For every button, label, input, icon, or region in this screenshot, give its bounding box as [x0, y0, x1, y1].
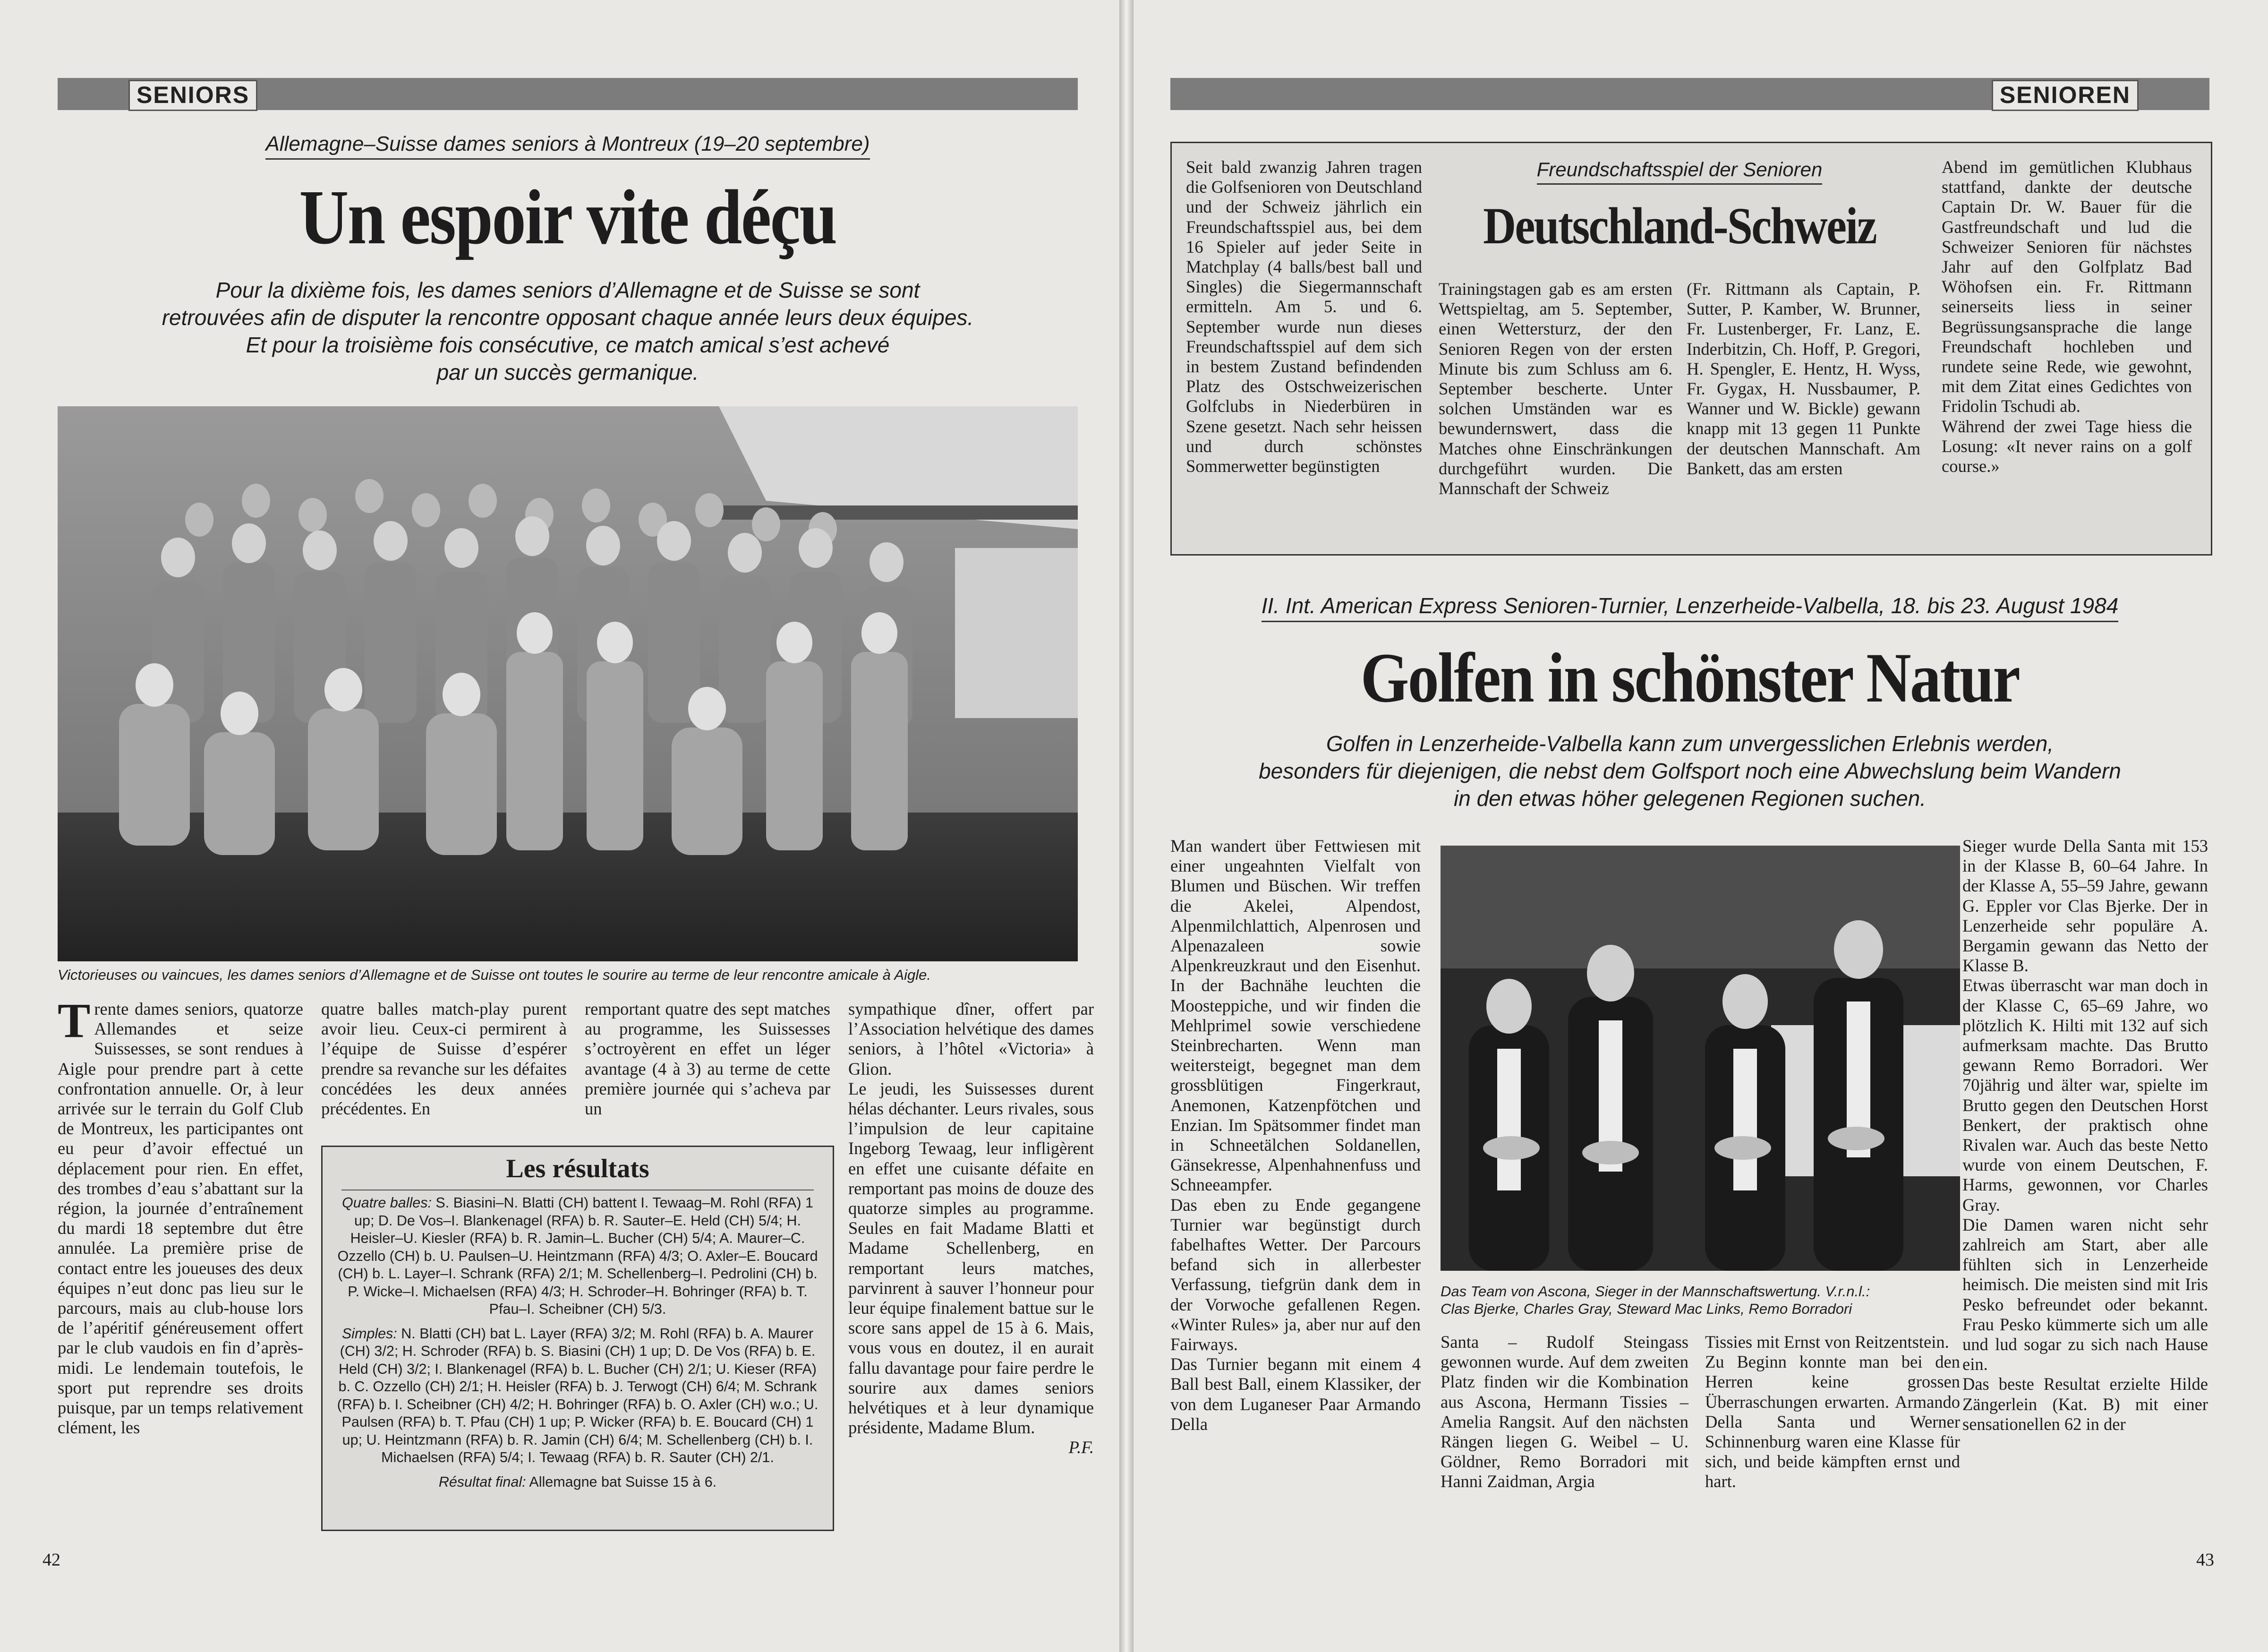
- page-number-left: 42: [43, 1550, 60, 1570]
- lead-left: Pour la dixième fois, les dames seniors d’Allemagne et de Suisse se sont retrouvées afin de disputer la rencontre opposant chaque année leurs deux équipes. Et pour la troisième fois consécutive, ce match amical s’est achevé par un succès germanique.: [162, 278, 974, 385]
- article-column-2-right: Santa – Rudolf Steingass gewonnen wurde. Auf dem zweiten Platz finden wir die Kombination aus Ascona, Hermann Tissies – Amelia Rangsit. Auf den nächsten Rängen liegen G. Weibel – U. Göldner, Remo Borradori mit Hanni Zaidman, Argia: [1441, 1332, 1688, 1491]
- author-signature: P.F.: [1068, 1438, 1094, 1457]
- results-box: [321, 1146, 834, 1531]
- box-column-2: Trainingstagen gab es am ersten Wettspieltag, am 5. September, einen Wettersturz, der den Senioren Regen von der ersten Minute bis zum Schluss am 6. September bescherte. Unter solchen Umständen war es bewundernswert, dass die Matches ohne Einschränkungen durchgeführt wurden. Die Mannschaft der Schweiz: [1439, 279, 1672, 498]
- results-text: Quatre balles: S. Biasini–N. Blatti (CH) battent I. Tewaag–M. Rohl (RFA) 1 up; D. De Vos–I. Blankenagel (RFA) b. R. Sauter–E. Held (CH) 5/4; H. Heisler–U. Kiesler (RFA) b. R. Jamin–L. Bucher (CH) 5/4; A. Maurer–C. Ozzello (CH) b. U. Paulsen–U. Heintzmann (RFA) 4/3; O. Axler–E. Boucard (CH) b. L. Layer–I. Schrank (RFA) 2/1; M. Schellenberg–I. Pedrolini (CH) b. P. Wicke–I. Michaelsen (RFA) 4/3; H. Schroder–H. Bohringer (RFA) b. T. Pfau–I. Scheibner (CH) 5/3. Simples: N. Blatti (CH) bat L. Layer (RFA) 3/2; M. Rohl (RFA) b. A. Maurer (CH) 3/2; H. Schroder (RFA) b. S. Biasini (CH) 1 up; D. De Vos (RFA) b. E. Held (CH) 3/2; I. Blankenagel (RFA) b. L. Bucher (CH) 2/1; U. Kieser (RFA) b. C. Ozzello (CH) 2/1; H. Heisler (RFA) b. J. Terwogt (CH) 6/4; M. Schrank (RFA) b. I. Scheibner (CH) 4/2; H. Bohringer (RFA) b. O. Axler (CH) w.o.; U. Paulsen (RFA) b. T. Pfau (CH) 1 up; P. Wicker (RFA) b. E. Boucard (CH) 1 up; U. Heintzmann (RFA) b. R. Jamin (CH) 6/4; M. Schellenberg (CH) b. I. Michaelsen (RFA) 5/4; I. Tewaag (RFA) b. R. Sauter (CH) 2/1. Résultat final: Allemagne bat Suisse 15 à 6.: [337, 1195, 819, 1490]
- article-column-2-left: quatre balles match-play purent avoir lieu. Ceux-ci permirent à l’équipe de Suisse d’espérer prendre sa revanche sur les défaites concédées les deux années précédentes. En: [321, 999, 567, 1119]
- headline-un-espoir: Un espoir vite déçu: [299, 174, 836, 260]
- section-bar-right: [1170, 78, 2209, 110]
- photo-caption-left: Victorieuses ou vaincues, les dames seniors d’Allemagne et de Suisse ont toutes le sourire au terme de leur rencontre amicale à Aigle.: [58, 967, 931, 983]
- article-kicker-right: II. Int. American Express Senioren-Turnier, Lenzerheide-Valbella, 18. bis 23. August 1984: [1170, 593, 2209, 618]
- article-column-4-left: sympathique dîner, offert par l’Association helvétique des dames seniors, à l’hôtel «Victoria» à Glion. Le jeudi, les Suissesses durent hélas déchanter. Leurs rivales, sous l’impulsion de leur capitaine Ingeborg Tewaag, leur infligèrent en effet une cuisante défaite en remportant pas moins de douze des quatorze simples au programme. Seules en fait Madame Blatti et Madame Schellenberg, en remportant leurs matches, parvinrent à sauver l’honneur pour leur équipe finalement battue sur le score sans appel de 15 à 6. Mais, vous vous en doutez, il en aurait fallu davantage pour faire perdre le sourire aux dames seniors helvétiques et à leur dynamique présidente, Madame Blum. P.F.: [848, 999, 1094, 1457]
- ascona-team-illustration: [1441, 846, 1960, 1271]
- left-page: [0, 0, 1119, 1652]
- box-column-1: Seit bald zwanzig Jahren tragen die Golfsenioren von Deutschland und der Schweiz jährlich ein Freundschaftsspiel aus, bei dem 16 Spieler auf jeder Seite in Matchplay (4 balls/best ball und Singles) die Siegermannschaft ermitteln. Am 5. und 6. September wurde nun dieses Freundschaftsspiel auf dem sich in bestem Zustand befindenden Platz des Ostschweizerischen Golfclubs in Niederbüren in Szene gesetzt. Nach sehr heissen und durch schönstes Sommerwetter begünstigten: [1186, 157, 1422, 476]
- article-column-1-right: Man wandert über Fettwiesen mit einer ungeahnten Vielfalt von Blumen und Büschen. Wir treffen die Akelei, Alpendost, Alpenmilchlattich, Alpenrosen und Alpenazaleen sowie Alpenkreuzkraut und den Eisenhut. In der Bachnähe leuchten die Moosteppiche, und wir finden die Mehlprimel sowie verschiedene Steinbrecharten. Wenn man weitersteigt, begegnet man dem grossblütigen Fingerkraut, Anemonen, Katzenpfötchen und Enzian. Im Spätsommer findet man in Schneetälchen Soldanellen, Gänsekresse, Alpenhahnenfuss und Schneeampfer. Das eben zu Ende gegangene Turnier war begünstigt durch fabelhaftes Wetter. Der Parcours befand sich in allerbester Verfassung, tiefgrün dank dem in der Vorwoche gefallenen Regen. «Winter Rules» ja, aber nur auf den Fairways. Das Turnier begann mit einem 4 Ball best Ball, einem Klassiker, der von dem Luganeser Paar Armando Della: [1170, 836, 1421, 1434]
- drop-cap: T: [58, 993, 91, 1048]
- right-page: [1134, 0, 2268, 1652]
- section-label-seniors: SENIORS: [128, 80, 257, 111]
- page-number-right: 43: [2196, 1550, 2214, 1570]
- results-title: Les résultats: [506, 1154, 649, 1183]
- headline-golfen: Golfen in schönster Natur: [1360, 639, 2020, 717]
- article-column-3-right: Tissies mit Ernst von Reitzentstein. Zu Beginn konnte man bei den Herren keine grossen Überraschungen erwarten. Armando Della Santa und Werner Schinnenburg waren eine Klasse für sich, und beide kämpften ernst und hart.: [1705, 1332, 1960, 1491]
- deutschland-schweiz-box: [1170, 142, 2212, 556]
- box-kicker: Freundschaftsspiel der Senioren: [1439, 158, 1920, 181]
- team-photo-right: [1441, 846, 1960, 1271]
- box-column-4: Abend im gemütlichen Klubhaus stattfand, dankte der deutsche Captain Dr. W. Bauer für die Gastfreundschaft und lud die Schweizer Senioren für nächstes Jahr auf den Golfplatz Bad Wöhofsen ein. Fr. Rittmann seinerseits liess in seiner Begrüssungsansprache die lange Freundschaft hochleben und rundete seine Rede, wie gewohnt, mit dem Zitat eines Gedichtes von Fridolin Tschudi ab. Während der zwei Tage hiess die Losung: «It never rains on a golf course.»: [1942, 157, 2192, 476]
- team-photo-left: [58, 406, 1078, 961]
- lead-right: Golfen in Lenzerheide-Valbella kann zum unvergesslichen Erlebnis werden, besonders für diejenigen, die nebst dem Golfsport noch eine Abwechslung beim Wandern in den etwas höher gelegenen Regionen suchen.: [1259, 731, 2121, 811]
- group-photo-illustration: [58, 406, 1078, 961]
- binding-gutter: [1119, 0, 1134, 1652]
- section-label-senioren: SENIOREN: [1992, 80, 2139, 111]
- box-headline: Deutschland-Schweiz: [1483, 197, 1876, 255]
- article-kicker-left: Allemagne–Suisse dames seniors à Montreux (19–20 septembre): [58, 132, 1078, 156]
- box-column-3: (Fr. Rittmann als Captain, P. Sutter, P. Kamber, W. Brunner, Fr. Lustenberger, Fr. Lanz, E. Inderbitzin, Ch. Hoff, P. Gregori, H. Spengler, E. Hentz, H. Wyss, Fr. Gygax, H. Nussbaumer, P. Wanner und W. Bickle) gewann knapp mit 13 gegen 11 Punkte der deutschen Mannschaft. Am Bankett, das am ersten: [1687, 279, 1920, 478]
- photo-caption-right: Das Team von Ascona, Sieger in der Mannschaftswertung. V.r.n.l.: Clas Bjerke, Charles Gray, Steward Mac Links, Remo Borradori: [1441, 1283, 1870, 1317]
- article-column-4-right: Sieger wurde Della Santa mit 153 in der Klasse B, 60–64 Jahre. In der Klasse A, 55–59 Jahre, gewann G. Eppler vor Clas Bjerke. Der in Lenzerheide sehr populäre A. Bergamin gewann das Netto der Klasse B. Etwas überrascht war man doch in der Klasse C, 65–69 Jahre, wo plötzlich K. Hilti mit 132 auf sich aufmerksam machte. Das Brutto gewann Remo Borradori. Wer 70jährig und älter war, spielte im Brutto gegen den Deutschen Horst Benkert, der praktisch ohne Rivalen war. Auch das beste Netto wurde von einem Deutschen, F. Harms, gewonnen, vor Charles Gray. Die Damen waren nicht sehr zahlreich am Start, aber alle fühlten sich in Lenzerheide heimisch. Die meisten sind mit Iris Pesko befreundet oder bekannt. Frau Pesko kümmerte sich um alle und lud sogar zu sich nach Hause ein. Das beste Resultat erzielte Hilde Zängerlein (Kat. B) mit einer sensationellen 62 in der: [1962, 836, 2208, 1434]
- article-column-3-left: remportant quatre des sept matches au programme, les Suissesses s’octroyèrent en effet un léger avantage (4 à 3) au terme de cette première journée qui s’acheva par un: [585, 999, 830, 1119]
- section-bar-left: [58, 78, 1078, 110]
- article-column-1-left: Trente dames seniors, quatorze Allemandes et seize Suissesses, se sont rendues à Aigle pour prendre part à cette confrontation annuelle. Or, à leur arrivée sur le terrain du Golf Club de Montreux, les participantes ont eu peur d’avoir effectué un déplacement pour rien. En effet, des trombes d’eau s’abattant sur la région, la journée d’entraînement du mardi 18 septembre dut être annulée. La première prise de contact entre les joueuses des deux équipes n’eut donc pas lieu sur le parcours, mais au club-house lors de l’apéritif généreusement offert par le club vaudois en fin d’après-midi. Le lendemain toutefois, le sport put reprendre ses droits puisque, par un temps relativement clément, les: [58, 993, 303, 1438]
